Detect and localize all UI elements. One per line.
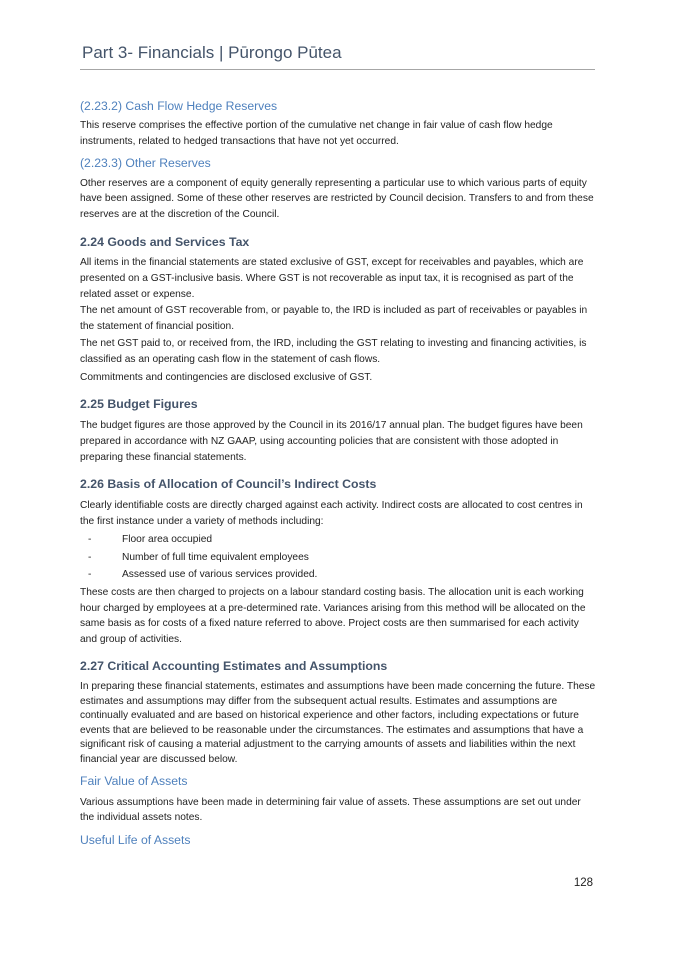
list-item [80, 566, 596, 584]
paragraph: The net GST paid to, or received from, the IRD, including the GST relating to investing and financing activities, is classified as an operating cash flow in the statement of cash flows. [80, 337, 587, 365]
paragraph: All items in the financial statements are stated exclusive of GST, except for receivables and payables, which are presented on a GST-inclusive basis. Where GST is not recoverable as input tax, it is recognised as part of the related asset or expense. [80, 256, 584, 300]
heading-cash-flow-hedge-reserves: (2.23.2) Cash Flow Hedge Reserves [80, 99, 278, 113]
list-item-text: Number of full time equivalent employees [122, 551, 309, 563]
list-item-text: Assessed use of various services provided. [122, 569, 318, 581]
heading-indirect-costs-allocation: 2.26 Basis of Allocation of Council’s Indirect Costs [80, 476, 377, 491]
heading-useful-life-of-assets: Useful Life of Assets [80, 833, 191, 848]
heading-budget-figures: 2.25 Budget Figures [80, 397, 198, 412]
heading-critical-accounting-estimates: 2.27 Critical Accounting Estimates and Assumptions [80, 659, 388, 674]
heading-goods-and-services-tax: 2.24 Goods and Services Tax [80, 234, 250, 249]
paragraph: Other reserves are a component of equity generally representing a particular use to which various parts of equity have been assigned. Some of these other reserves are restricted by Council decision. Transfers to and from these reserves are at the discretion of the Council. [80, 177, 594, 221]
paragraph: These costs are then charged to projects on a labour standard costing basis. The allocation unit is each working hour charged by employees at a pre-determined rate. Variances arising from this method will be allocated on the same basis as for costs of a fixed nature referred to above. Project costs are then summarised for each activity and group of activities. [80, 586, 586, 646]
page-header-title: Part 3- Financials | Pūrongo Pūtea [82, 43, 342, 62]
page-number: 128 [573, 877, 593, 889]
list-item [80, 549, 596, 567]
paragraph: In preparing these financial statements, estimates and assumptions have been made concerning the future. These estimates and assumptions may differ from the subsequent actual results. Estimates and assumptions are continually evaluated and are based on historical experience and other factors, including expectations or future events that are believed to be reasonable under the circumstances. The estimates and assumptions that have a significant risk of causing a material adjustment to the carrying amounts of assets and liabilities within the next financial year are discussed below. [80, 681, 596, 765]
list-dash: - [88, 534, 92, 546]
paragraph: The budget figures are those approved by the Council in its 2016/17 annual plan. The budget figures have been prepared in accordance with NZ GAAP, using accounting policies that are consistent with those adopted in preparing these financial statements. [80, 420, 583, 463]
paragraph: Various assumptions have been made in determining fair value of assets. These assumptions are set out under the individual assets notes. [80, 796, 581, 824]
paragraph: This reserve comprises the effective portion of the cumulative net change in fair value of cash flow hedge instruments, related to hedged transactions that have not yet occurred. [80, 120, 553, 147]
allocation-methods-list [80, 531, 596, 584]
list-item-text: Floor area occupied [122, 534, 213, 546]
list-item [80, 531, 596, 549]
list-dash: - [88, 569, 92, 581]
heading-other-reserves: (2.23.3) Other Reserves [80, 155, 211, 170]
list-dash: - [88, 551, 92, 563]
paragraph: Commitments and contingencies are disclosed exclusive of GST. [80, 371, 373, 383]
header-divider [80, 69, 595, 70]
paragraph: The net amount of GST recoverable from, or payable to, the IRD is included as part of receivables or payables in the statement of financial position. [80, 305, 588, 333]
page-content [80, 96, 596, 848]
paragraph: Clearly identifiable costs are directly charged against each activity. Indirect costs are allocated to cost centres in the first instance under a variety of methods including: [80, 499, 583, 527]
heading-fair-value-of-assets: Fair Value of Assets [80, 773, 188, 788]
